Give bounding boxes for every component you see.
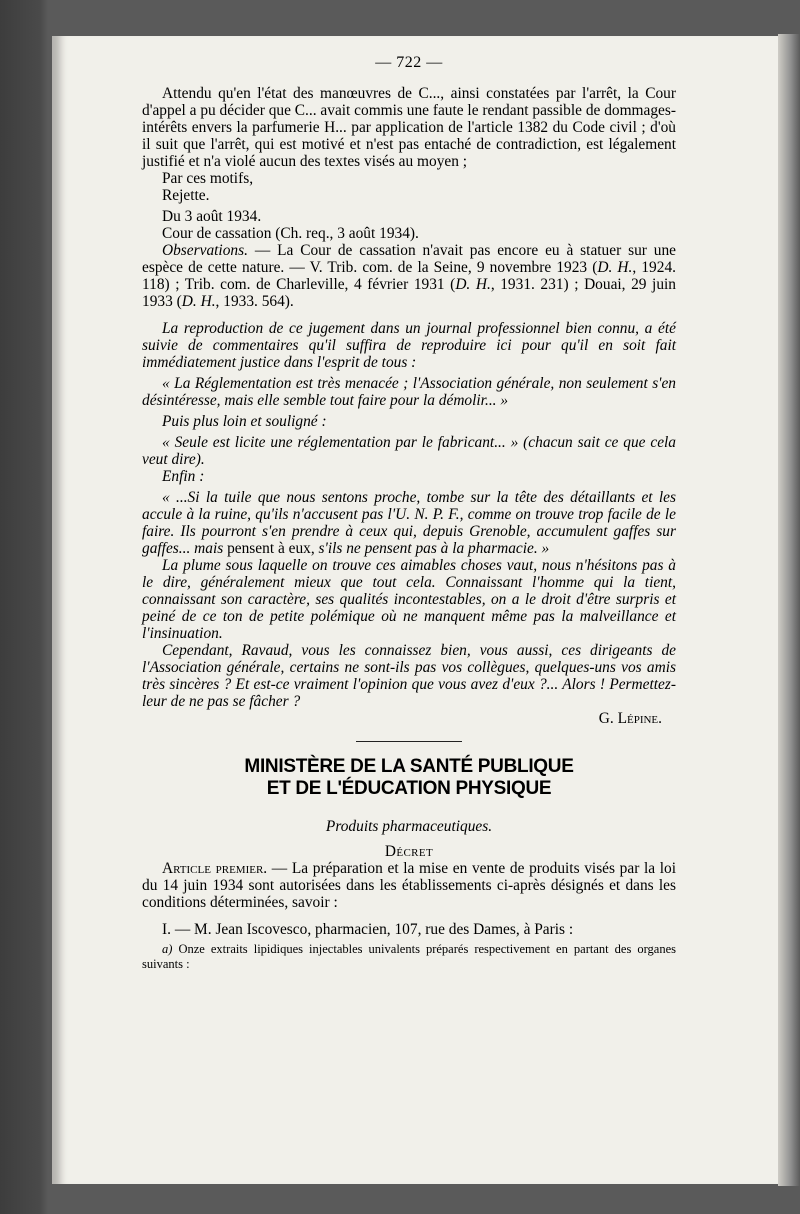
paragraph-observations bbox=[142, 242, 676, 310]
signature: G. Lépine. bbox=[598, 710, 662, 727]
paragraph-date: Du 3 août 1934. bbox=[162, 208, 262, 225]
observations-text-1: — La Cour de cassation n'avait pas encore eu à statuer sur une espèce de cette nature. — V. Trib. com. de la Seine, 9 novembre 1923 ( bbox=[142, 242, 676, 276]
ministry-heading-line-1: MINISTÈRE DE LA SANTÉ PUBLIQUE bbox=[244, 756, 574, 777]
item-a-label: a) bbox=[162, 942, 173, 956]
observations-ref-1: D. H. bbox=[597, 259, 633, 276]
item-one: I. — M. Jean Iscovesco, pharmacien, 107, rue des Dames, à Paris : bbox=[162, 921, 574, 938]
article-text: — La préparation et la mise en vente de produits visés par la loi du 14 juin 1934 sont autorisées dans les établissements ci-après désignés et dans les conditions déterminées, savoir : bbox=[142, 860, 676, 911]
quote-tuile-emphasis: pensent à eux, bbox=[227, 540, 315, 557]
decree-title: Décret bbox=[384, 843, 434, 860]
observations-text-2: , 1924. 118) ; Trib. com. de Charleville, 4 février 1931 ( bbox=[142, 259, 676, 293]
quote-tuile bbox=[142, 489, 676, 557]
quote-seule-licite: « Seule est licite une réglementation par le fabricant... » (chacun sait ce que cela veut dire). bbox=[142, 434, 676, 468]
item-a-text: Onze extraits lipidiques injectables univalents préparés respectivement en partant des organes suivants : bbox=[142, 942, 676, 971]
commentary-cependant: Cependant, Ravaud, vous les connaissez bien, vous aussi, ces dirigeants de l'Association générale, certains ne sont-ils pas vos collègues, quelques-uns vos amis très sincères ? Et est-ce vraiment l'opinion que vous avez d'eux ?... Alors ! Permettez-leur de ne pas se fâcher ? bbox=[142, 642, 676, 710]
page-content bbox=[142, 54, 676, 972]
paragraph-motifs: Par ces motifs, bbox=[162, 170, 254, 187]
commentary-intro: La reproduction de ce jugement dans un journal professionnel bien connu, a été suivie de commentaires qu'il suffira de reproduire ici pour qu'il en soit fait immédiatement justice dans l'esprit de tous : bbox=[142, 320, 676, 371]
ministry-heading-line-2: ET DE L'ÉDUCATION PHYSIQUE bbox=[266, 778, 552, 799]
commentary-enfin: Enfin : bbox=[162, 468, 205, 485]
quote-tuile-part-1: « ...Si la tuile que nous sentons proche, tombe sur la tête des détaillants et les accule à la ruine, qu'ils n'accusent pas l'U. N. P. F., comme on trouve trop facile de le faire. Ils pourront s'en prendre à ceux qui, depuis Grenoble, accumulent gaffes sur gaffes... mais bbox=[142, 489, 676, 557]
paragraph-rejette: Rejette. bbox=[162, 187, 210, 204]
observations-label: Observations. bbox=[162, 242, 248, 259]
page-edge bbox=[778, 34, 800, 1186]
observations-text-4: , 1933. 564). bbox=[215, 293, 294, 310]
paragraph-court: Cour de cassation (Ch. req., 3 août 1934). bbox=[162, 225, 419, 242]
commentary-plume: La plume sous laquelle on trouve ces aimables choses vaut, nous n'hésitons pas à le dire, généralement mieux que tout cela. Connaissant l'homme qui la tient, connaissant son caractère, ses qualités incontestables, on a le droit d'être surpris et peiné de ce ton de petite polémique où ne manquent même pas la malveillance et l'insinuation. bbox=[142, 557, 676, 642]
paragraph-attendu: Attendu qu'en l'état des manœuvres de C..., ainsi constatées par l'arrêt, la Cour d'appel a pu décider que C... avait commis une faute le rendant passible de dommages-intérêts envers la parfumerie H... par application de l'article 1382 du Code civil ; d'où il suit que l'arrêt, qui est motivé et n'est pas entaché de contradiction, est légalement justifié et n'a violé aucun des textes visés au moyen ; bbox=[142, 85, 676, 170]
section-divider bbox=[356, 741, 462, 742]
quote-reglementation: « La Réglementation est très menacée ; l'Association générale, non seulement s'en désintéresse, mais elle semble tout faire pour la démolir... » bbox=[142, 375, 676, 409]
page-number: — 722 — bbox=[375, 54, 443, 71]
article-label: Article premier. bbox=[162, 860, 268, 877]
commentary-puis: Puis plus loin et souligné : bbox=[162, 413, 327, 430]
observations-ref-2: D. H. bbox=[455, 276, 491, 293]
article-premier bbox=[142, 860, 676, 911]
section-subtitle: Produits pharmaceutiques. bbox=[325, 818, 493, 835]
quote-tuile-part-2: s'ils ne pensent pas à la pharmacie. » bbox=[314, 540, 550, 557]
item-a bbox=[142, 942, 676, 972]
observations-ref-3: D. H. bbox=[181, 293, 216, 310]
observations-text-3: , 1931. 231) ; Douai, 29 juin 1933 ( bbox=[142, 276, 677, 310]
